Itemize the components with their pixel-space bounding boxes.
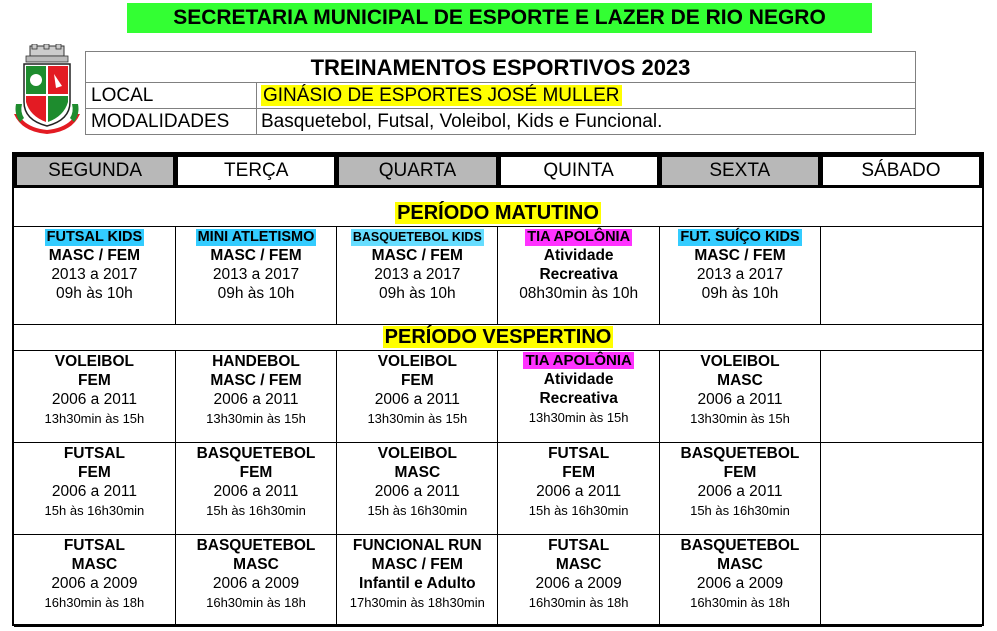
schedule-cell: BASQUETEBOL KIDS MASC / FEM 2013 a 2017 09h às 10h (337, 227, 498, 325)
schedule-table (12, 152, 984, 626)
schedule-cell: FUTSAL FEM 2006 a 2011 15h às 16h30min (14, 443, 175, 535)
schedule-cell: FUTSAL FEM 2006 a 2011 15h às 16h30min (498, 443, 659, 535)
local-value: GINÁSIO DE ESPORTES JOSÉ MULLER (257, 83, 916, 109)
schedule-cell-empty (821, 443, 982, 535)
schedule-cell: HANDEBOL MASC / FEM 2006 a 2011 13h30min às 15h (175, 351, 336, 443)
schedule-cell: FUTSAL MASC 2006 a 2009 16h30min às 18h (498, 535, 659, 627)
period-matutino-title: PERÍODO MATUTINO (397, 202, 599, 224)
modalidades-value: Basquetebol, Futsal, Voleibol, Kids e Funcional. (257, 109, 916, 135)
day-quarta: QUARTA (338, 156, 496, 186)
schedule-cell-empty (821, 535, 982, 627)
schedule-cell: BASQUETEBOL FEM 2006 a 2011 15h às 16h30min (659, 443, 820, 535)
schedule-cell: BASQUETEBOL MASC 2006 a 2009 16h30min às 18h (659, 535, 820, 627)
schedule-cell: BASQUETEBOL FEM 2006 a 2011 15h às 16h30min (175, 443, 336, 535)
schedule-cell-empty (821, 227, 982, 325)
period-vespertino-title: PERÍODO VESPERTINO (384, 326, 612, 348)
schedule-cell: TIA APOLÔNIA Atividade Recreativa 13h30min às 15h (498, 351, 659, 443)
schedule-cell: VOLEIBOL MASC 2006 a 2011 15h às 16h30min (337, 443, 498, 535)
schedule-cell: FUT. SUÍÇO KIDS MASC / FEM 2013 a 2017 09h às 10h (659, 227, 820, 325)
schedule-cell: TIA APOLÔNIA Atividade Recreativa 08h30min às 10h (498, 227, 659, 325)
schedule-cell: BASQUETEBOL MASC 2006 a 2009 16h30min às 18h (175, 535, 336, 627)
schedule-cell: VOLEIBOL MASC 2006 a 2011 13h30min às 15h (659, 351, 820, 443)
schedule-cell: FUTSAL KIDS MASC / FEM 2013 a 2017 09h às 10h (14, 227, 175, 325)
schedule-cell: MINI ATLETISMO MASC / FEM 2013 a 2017 09h às 10h (175, 227, 336, 325)
day-quinta: QUINTA (500, 156, 658, 186)
page-title: SECRETARIA MUNICIPAL DE ESPORTE E LAZER DE RIO NEGRO (127, 3, 872, 33)
schedule-cell: FUTSAL MASC 2006 a 2009 16h30min às 18h (14, 535, 175, 627)
matutino-grid (14, 226, 982, 325)
day-sexta: SEXTA (661, 156, 819, 186)
weekday-header (14, 154, 982, 188)
day-terca: TERÇA (177, 156, 335, 186)
info-table (85, 51, 916, 135)
schedule-cell: VOLEIBOL FEM 2006 a 2011 13h30min às 15h (14, 351, 175, 443)
schedule-cell: FUNCIONAL RUN MASC / FEM Infantil e Adulto 17h30min às 18h30min (337, 535, 498, 627)
modalidades-label: MODALIDADES (86, 109, 257, 135)
schedule-cell-empty (821, 351, 982, 443)
day-segunda: SEGUNDA (16, 156, 174, 186)
schedule-cell: VOLEIBOL FEM 2006 a 2011 13h30min às 15h (337, 351, 498, 443)
day-sabado: SÁBADO (822, 156, 980, 186)
local-label: LOCAL (86, 83, 257, 109)
info-title: TREINAMENTOS ESPORTIVOS 2023 (86, 52, 916, 83)
vespertino-grid (14, 350, 982, 627)
city-crest-icon (12, 44, 82, 138)
